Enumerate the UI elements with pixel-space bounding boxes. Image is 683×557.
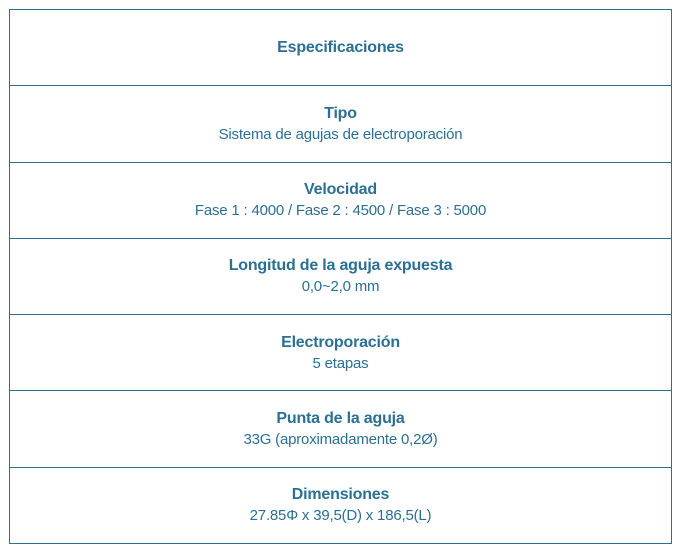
spec-value: 0,0~2,0 mm [301,278,380,296]
spec-value: 33G (aproximadamente 0,2Ø) [243,431,438,449]
spec-label: Longitud de la aguja expuesta [228,257,453,275]
spec-value: 27.85Φ x 39,5(D) x 186,5(L) [249,507,432,525]
spec-row-dimensiones [10,467,671,543]
spec-row-electroporacion [10,314,671,390]
specifications-table [9,9,672,544]
spec-label: Electroporación [281,333,400,351]
spec-label: Dimensiones [291,486,390,504]
spec-value: 5 etapas [312,354,369,372]
spec-row-velocidad [10,162,671,238]
spec-label: Tipo [324,104,357,122]
spec-row-tipo [10,85,671,161]
spec-label: Velocidad [304,181,377,199]
spec-row-longitud [10,238,671,314]
spec-value: Sistema de agujas de electroporación [218,125,463,143]
spec-value: Fase 1 : 4000 / Fase 2 : 4500 / Fase 3 : 5000 [194,202,487,220]
spec-row-punta [10,390,671,466]
spec-label: Punta de la aguja [276,410,405,428]
table-header-row [10,10,671,85]
table-title: Especificaciones [277,38,404,56]
